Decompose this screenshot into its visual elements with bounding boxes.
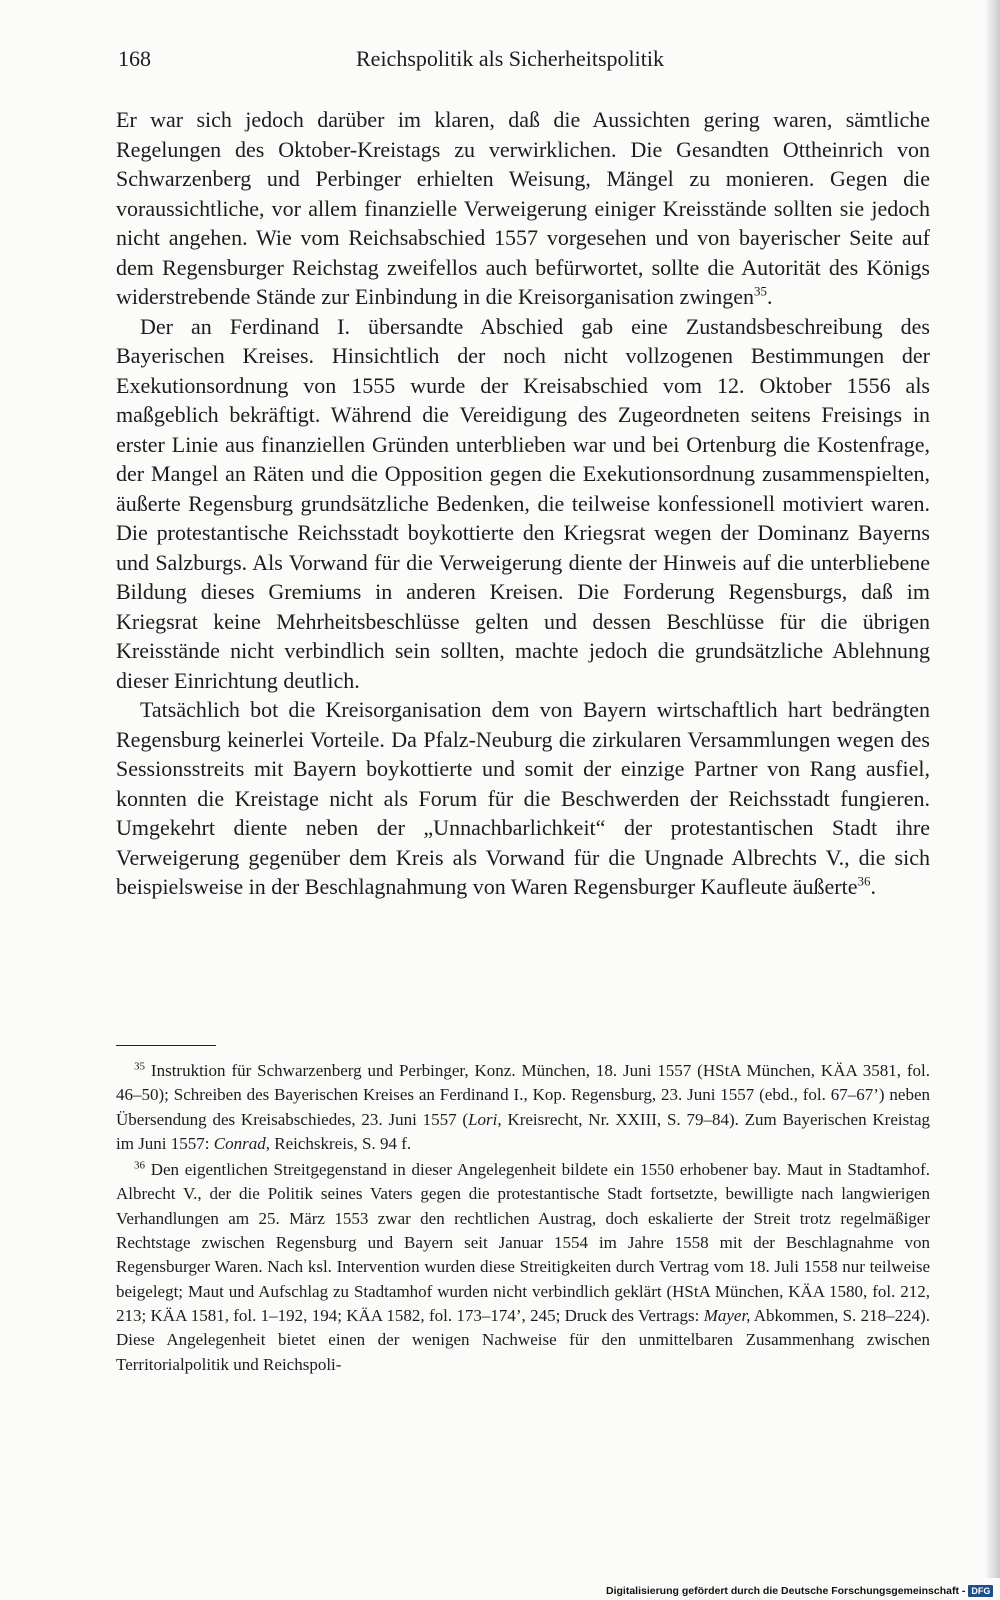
footnote-35-author-lori: Lori: [468, 1109, 498, 1129]
paragraph-2: Der an Ferdinand I. übersandte Abschied gab eine Zustandsbeschreibung des Bayerischen Kreises. Hinsichtlich der noch nicht vollzogenen Bestimmungen der Exekutionsordnung von 1555 wurde der Kreisabschied vom 12. Oktober 1556 als maßgeblich bekräftigt. Während die Vereidigung des Zugeordneten seitens Freisings in erster Linie aus finanziellen Gründen unterblieben war und bei Ortenburg die Kostenfrage, der Mangel an Räten und die Opposition gegen die Exekutionsordnung zusammenspielten, äußerte Regensburg grundsätzliche Bedenken, die teilweise konfessionell motiviert waren. Die protestantische Reichsstadt boykottierte den Kriegsrat wegen der Dominanz Bayerns und Salzburgs. Als Vorwand für die Verweigerung diente der Hinweis auf die unterbliebene Bildung dieses Gremiums in anderen Kreisen. Die Forderung Regensburgs, daß im Kriegsrat keine Mehrheitsbeschlüsse gelten und dessen Beschlüsse für die übrigen Kreisstände nicht verbindlich sein sollten, machte jedoch die grundsätzliche Ablehnung dieser Einrichtung deutlich.: [116, 313, 930, 693]
footnote-36-text-a: Den eigentlichen Streitgegenstand in dieser Angelegenheit bildete ein 1550 erhobener bay. Maut in Stadtamhof. Albrecht V., der die Politik seines Vaters gegen die protestantische Stadt fortsetzte, bewilligte nach langwierigen Verhandlungen am 25. März 1553 zwar den rechtlichen Austrag, doch eskalierte der Streit trotz regelmäßiger Rechtstage zwischen Regensburg und Bayern seit Januar 1554 im Jahre 1558 mit der Beschlagnahme von Regensburger Waren. Nach ksl. Intervention wurden diese Streitigkeiten durch Vertrag vom 18. Juli 1558 nur teilweise beigelegt; Maut und Aufschlag zu Stadtamhof wurden nicht verbindlich geklärt (HStA München, KÄA 1580, fol. 212, 213; KÄA 1581, fol. 1–192, 194; KÄA 1582, fol. 173–174’, 245; Druck des Vertrags:: [116, 1160, 931, 1325]
footnote-36-author-mayer: Mayer,: [703, 1305, 751, 1325]
footnote-35: [116, 1059, 930, 1156]
running-title: Reichspolitik als Sicherheitspolitik: [356, 46, 664, 71]
footnote-35-text-b: , Kreisrecht, Nr. XXIII, S. 79–84). Zum Bayerischen Kreistag im Juni 1557:: [116, 1109, 930, 1153]
footnote-35-number: 35: [134, 1060, 145, 1073]
page-edge-shadow: [986, 0, 1000, 1578]
paragraph-1-end: .: [767, 284, 773, 309]
footnote-35-text-c: , Reichskreis, S. 94 f.: [265, 1133, 412, 1153]
footnote-ref-36[interactable]: 36: [857, 873, 871, 889]
footnote-35-text-a: Instruktion für Schwarzenberg und Perbinger, Konz. München, 18. Juni 1557 (HStA München, KÄA 3581, fol. 46–50); Schreiben des Bayerischen Kreises an Ferdinand I., Kop. Regensburg, 23. Juni 1557 (ebd., fol. 67–67’) neben Übersendung des Kreisabschiedes, 23. Juni 1557 (: [116, 1061, 931, 1129]
footnote-36-number: 36: [134, 1159, 145, 1172]
footnote-divider: [116, 1045, 216, 1046]
paragraph-3-text: Tatsächlich bot die Kreisorganisation dem von Bayern wirtschaftlich hart bedrängten Regensburg keinerlei Vorteile. Da Pfalz-Neuburg die zirkularen Versammlungen wegen des Sessionsstreits mit Bayern boykottierte und somit der einzige Partner von Rang ausfiel, konnten die Kreistage nicht als Forum für die Beschwerden der Reichsstadt fungieren. Umgekehrt diente neben der „Unnachbarlichkeit“ der protestantischen Stadt ihre Verweigerung gegenüber dem Kreis als Vorwand für die Ungnade Albrechts V., die sich beispielsweise in der Beschlagnahmung von Waren Regensburger Kaufleute äußerte: [116, 697, 930, 899]
page-header: [118, 46, 930, 76]
footnote-35-author-conrad: Conrad: [213, 1133, 266, 1153]
footnote-36-text-b: Abkommen, S. 218–224). Diese Angelegenheit bietet einen der wenigen Nachweise für den unmittelbaren Zusammenhang zwischen Territorialpolitik und Reichspoli-: [116, 1305, 930, 1374]
footnotes: [116, 1059, 930, 1377]
footnote-ref-35[interactable]: 35: [754, 283, 768, 299]
paragraph-1: [116, 105, 930, 312]
watermark-text: Digitalisierung gefördert durch die Deutsche Forschungsgemeinschaft -: [606, 1585, 966, 1597]
page-number: 168: [118, 46, 151, 71]
paragraph-3-end: .: [870, 874, 877, 899]
main-text: [116, 105, 930, 902]
digitization-watermark: [606, 1583, 993, 1599]
paragraph-3: [116, 695, 930, 902]
dfg-logo: DFG: [968, 1585, 993, 1597]
footnote-36: [116, 1158, 930, 1377]
paragraph-1-text: Er war sich jedoch darüber im klaren, daß die Aussichten gering waren, sämtliche Regelungen des Oktober-Kreistags zu verwirklichen. Die Gesandten Ottheinrich von Schwarzenberg und Perbinger erhielten Weisung, Mängel zu monieren. Gegen die voraussichtliche, vor allem finanzielle Verweigerung einiger Kreisstände sollten sie jedoch nicht angehen. Wie vom Reichsabschied 1557 vorgesehen und von bayerischer Seite auf dem Regensburger Reichstag zweifellos auch befürwortet, sollte die Autorität des Königs widerstrebende Stände zur Einbindung in die Kreisorganisation zwingen: [116, 107, 930, 309]
